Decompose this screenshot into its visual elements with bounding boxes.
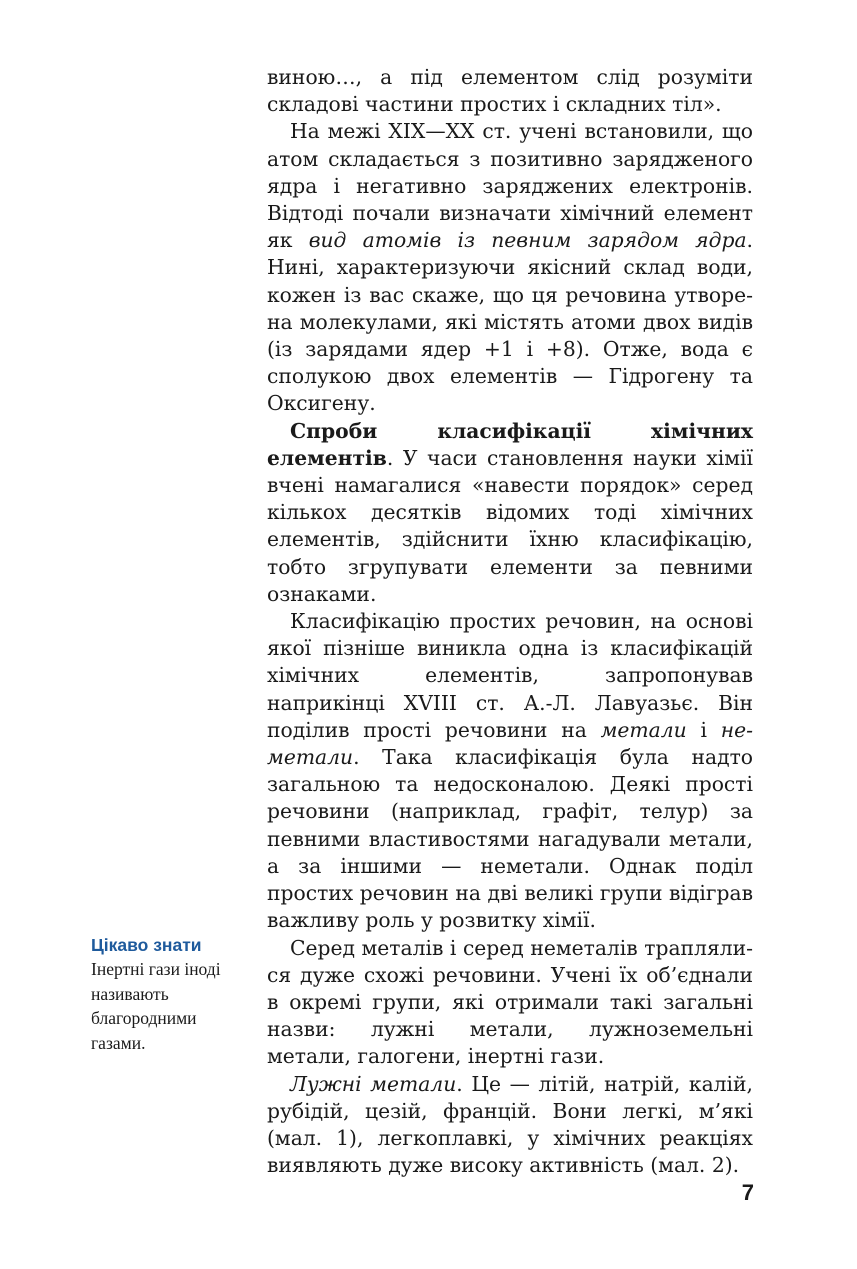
main-text-column xyxy=(267,64,753,1179)
paragraph-4-text-mid: і xyxy=(686,717,721,742)
sidebar-note-body: Інертні гази іноді називають благородними газами. xyxy=(91,959,221,1053)
section-heading-dot: . xyxy=(386,445,394,470)
term-metals-italic: метали xyxy=(600,717,687,742)
term-nonmetals-italic: неметали xyxy=(267,717,753,770)
paragraph-3 xyxy=(267,418,753,608)
paragraph-4 xyxy=(267,608,753,934)
paragraph-5 xyxy=(267,935,753,1071)
paragraph-3-text: У часи становлення науки хімії вчені намагалися «навести порядок» серед кількох десятків відомих тоді хімічних елементів, здійснити їхню класифікацію, тобто згрупувати елементи за певними ознаками. xyxy=(267,445,753,606)
paragraph-6 xyxy=(267,1071,753,1180)
page-number: 7 xyxy=(741,1180,754,1205)
sidebar-interesting-fact xyxy=(91,933,251,1055)
paragraph-2 xyxy=(267,118,753,417)
paragraph-4-text-end: . Така класифікація була надто загальною та недосконалою. Деякі прості речовини (наприклад, графіт, телур) за певними властивостями нагадували метали, а за іншими — неметали. Однак поділ простих речовин на дві великі групи відіграв важливу роль у розвитку хімії. xyxy=(267,745,753,933)
element-definition-italic: вид атомів із певним зарядом ядра xyxy=(308,228,747,253)
paragraph-1-text: виною…, а під елементом слід розуміти складові частини простих і складних тіл». xyxy=(267,65,753,117)
paragraph-2-text-start: На межі XIX—XX ст. учені встановили, що атом складається з позитивно зарядженого ядра і негативно заряджених електронів. Відтоді почали визначати хімічний елемент як xyxy=(267,119,753,253)
section-heading-classification: Спроби класифікації хімічних елементів xyxy=(267,418,753,470)
sidebar-note-title: Цікаво знати xyxy=(91,935,202,955)
paragraph-6-text: . Це — літій, натрій, калій, рубідій, цезій, францій. Вони легкі, м’які (мал. 1), легкоплавкі, у хімічних реакціях виявляють дуже високу активність (мал. 2). xyxy=(267,1071,754,1178)
paragraph-4-text-start: Класифікацію простих речовин, на основі якої пізніше виникла одна із класифікацій хімічних елементів, запропонував наприкінці XVIII ст. А.-Л. Лавуазьє. Він поділив прості речовини на xyxy=(267,609,753,742)
paragraph-2-text-end: . Нині, характеризуючи якісний склад води, кожен із вас скаже, що ця речовина утворена молекулами, які містять атоми двох видів (із зарядами ядер +1 і +8). Отже, вода є сполукою двох елементів — Гідрогену та Оксигену. xyxy=(267,228,753,416)
paragraph-1 xyxy=(267,64,753,118)
paragraph-5-text: Серед металів і серед неметалів траплялися дуже схожі речовини. Учені їх об’єднали в окремі групи, які отримали такі загальні назви: лужні метали, лужноземельні метали, галогени, інертні гази. xyxy=(267,935,753,1069)
term-alkali-metals-italic: Лужні метали xyxy=(290,1071,457,1096)
